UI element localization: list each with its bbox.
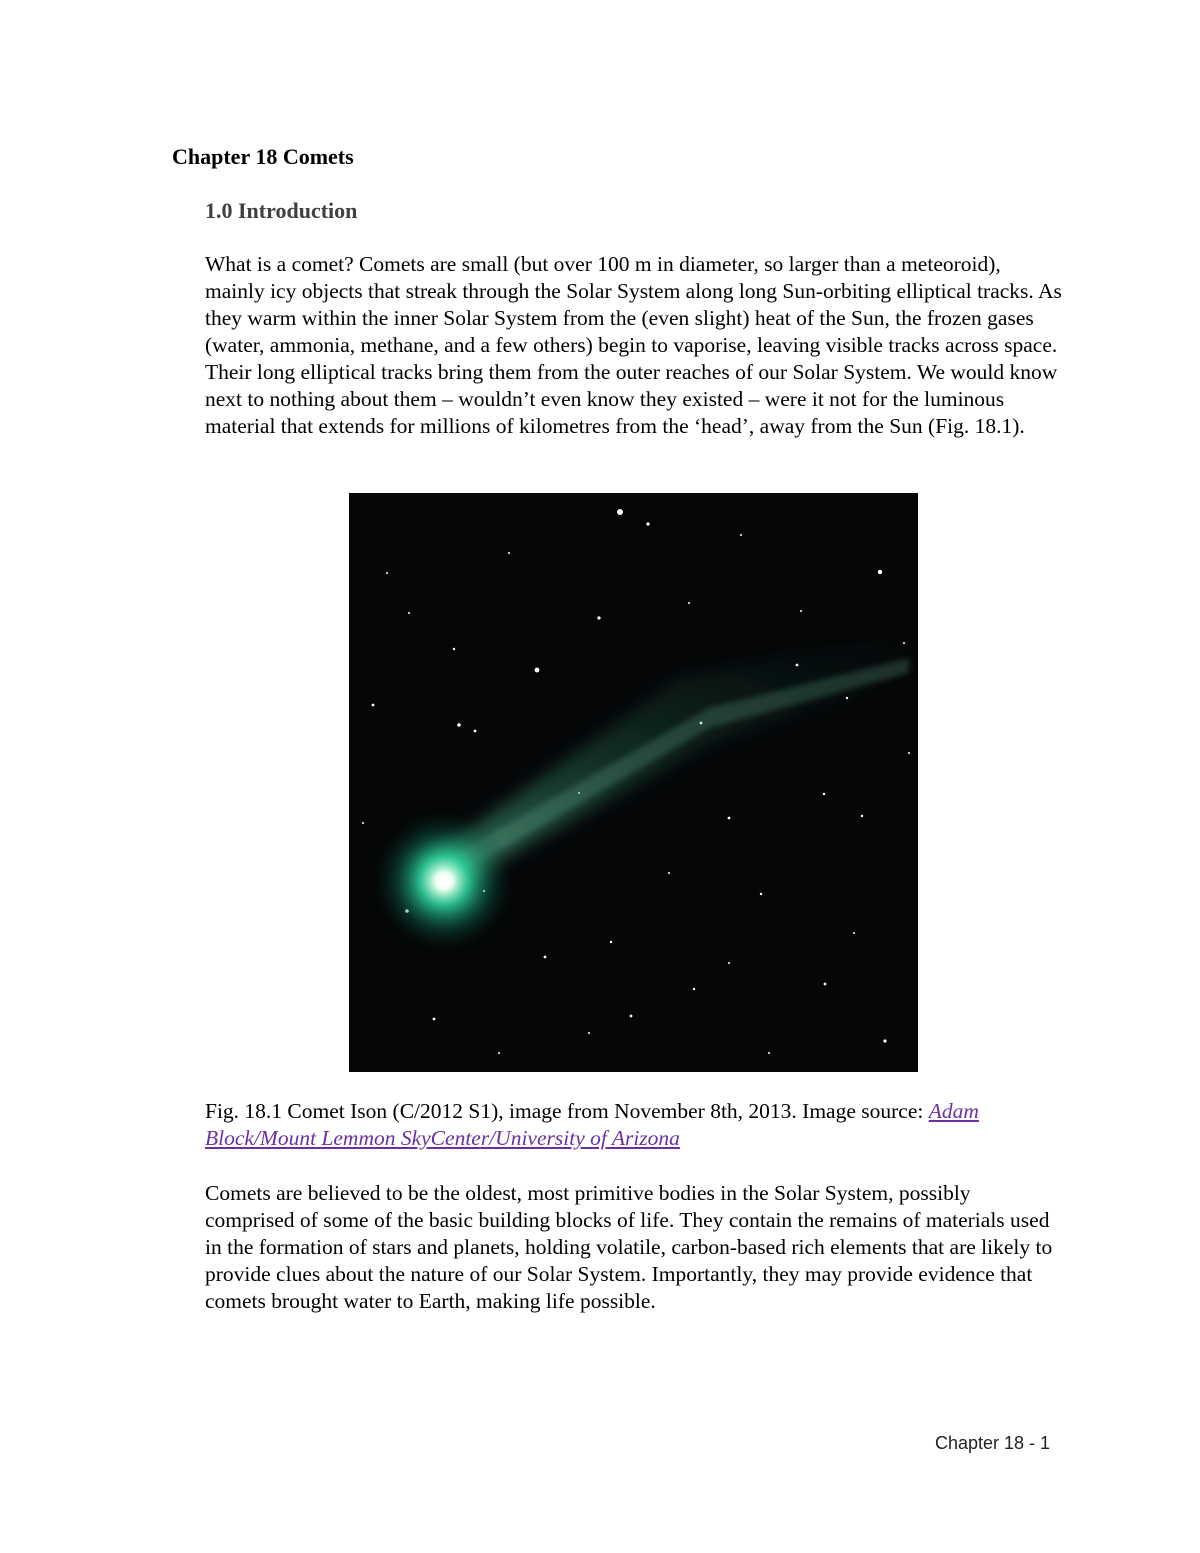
page-footer: Chapter 18 - 1 (935, 1433, 1051, 1453)
section-heading: 1.0 Introduction (205, 198, 358, 223)
comet-nucleus (436, 873, 452, 889)
closing-paragraph: Comets are believed to be the oldest, most primitive bodies in the Solar System, possibly comprised of some of the basic building blocks of life. They contain the remains of materials used in the formation of stars and planets, holding volatile, carbon-based rich elements that are likely to provide clues about the nature of our Solar System. Importantly, they may provide evidence that comets brought water to Earth, making life possible. (205, 1181, 1053, 1313)
caption-text: Fig. 18.1 Comet Ison (C/2012 S1), image from November 8th, 2013. Image source: (205, 1099, 929, 1123)
image-source-link[interactable]: Adam Block/Mount Lemmon SkyCenter/University of Arizona (205, 1099, 979, 1150)
chapter-title: Chapter 18 Comets (172, 144, 354, 169)
intro-paragraph: What is a comet? Comets are small (but over 100 m in diameter, so larger than a meteoroid), mainly icy objects that streak through the Solar System along long Sun-orbiting elliptical tracks. As they warm within the inner Solar System from the (even slight) heat of the Sun, the frozen gases (water, ammonia, methane, and a few others) begin to vaporise, leaving visible tracks across space. Their long elliptical tracks bring them from the outer reaches of our Solar System. We would know next to nothing about them – wouldn’t even know they existed – were it not for the luminous material that extends for millions of kilometres from the ‘head’, away from the Sun (Fig. 18.1). (205, 252, 1062, 438)
comet-photo (349, 493, 918, 1072)
figure-caption (205, 1098, 1075, 1152)
